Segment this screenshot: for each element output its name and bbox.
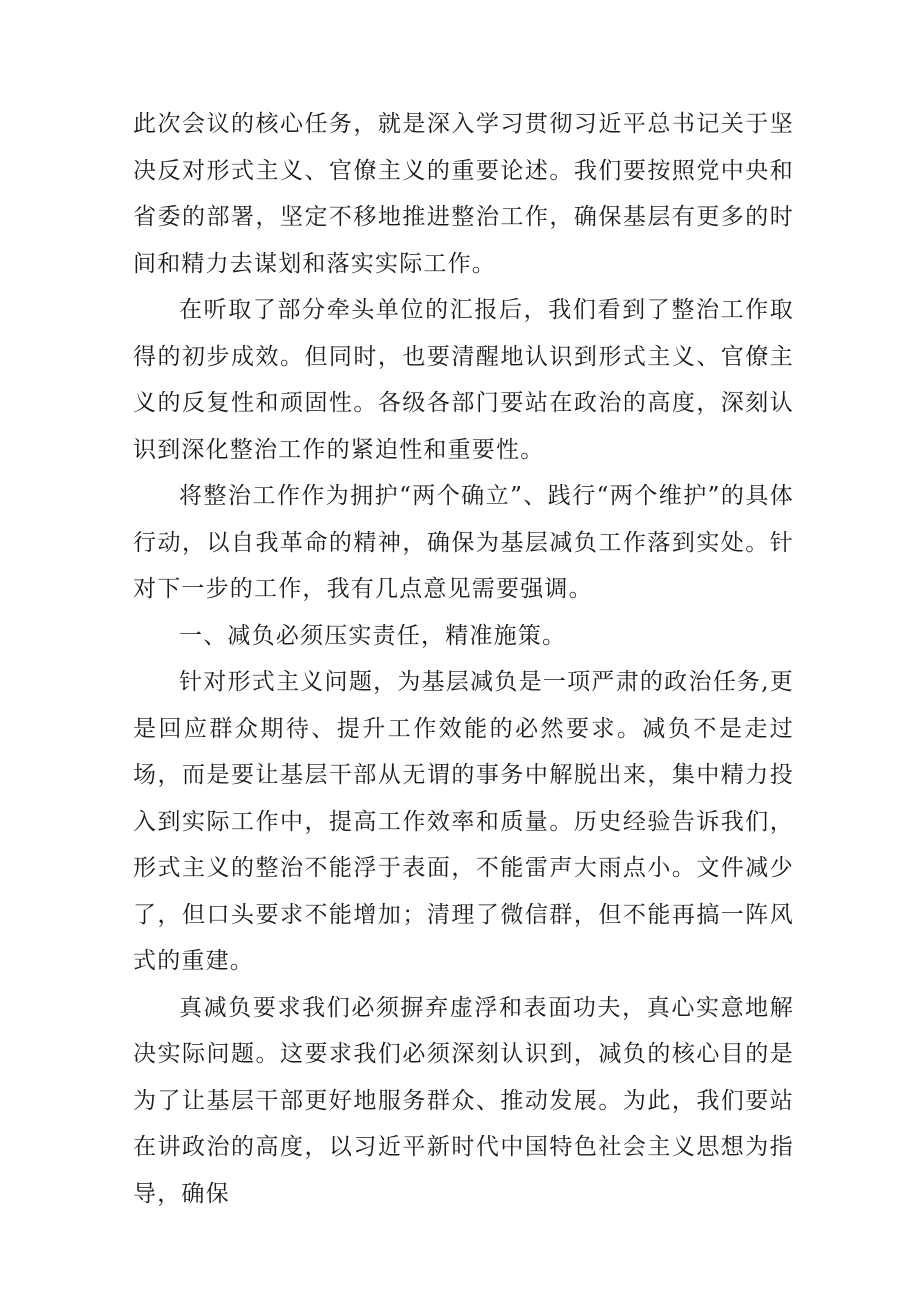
document-body: [133, 101, 794, 1217]
section-heading-1: 一、减负必须压实责任，精准施策。: [179, 622, 567, 649]
paragraph-4: 针对形式主义问题，为基层减负是一项严肃的政治任务,更是回应群众期待、提升工作效能的必然要求。减负不是走过场，而是要让基层干部从无谓的事务中解脱出来，集中精力投入到实际工作中，提高工作效率和质量。历史经验告诉我们，形式主义的整治不能浮于表面，不能雷声大雨点小。文件减少了，但口头要求不能增加；清理了微信群，但不能再搞一阵风式的重建。: [133, 669, 794, 974]
paragraph-2: 在听取了部分牵头单位的汇报后，我们看到了整治工作取得的初步成效。但同时，也要清醒地认识到形式主义、官僚主义的反复性和顽固性。各级各部门要站在政治的高度，深刻认识到深化整治工作的紧迫性和重要性。: [133, 297, 794, 463]
paragraph-3: 将整治工作作为拥护“两个确立”、践行“两个维护”的具体行动，以自我革命的精神，确保为基层减负工作落到实处。针对下一步的工作，我有几点意见需要强调。: [133, 483, 794, 602]
paragraph-1: 此次会议的核心任务，就是深入学习贯彻习近平总书记关于坚决反对形式主义、官僚主义的重要论述。我们要按照党中央和省委的部署，坚定不移地推进整治工作，确保基层有更多的时间和精力去谋划和落实实际工作。: [133, 111, 794, 277]
paragraph-5: 真减负要求我们必须摒弃虚浮和表面功夫，真心实意地解决实际问题。这要求我们必须深刻认识到，减负的核心目的是为了让基层干部更好地服务群众、推动发展。为此，我们要站在讲政治的高度，以习近平新时代中国特色社会主义思想为指导，确保: [133, 994, 794, 1207]
